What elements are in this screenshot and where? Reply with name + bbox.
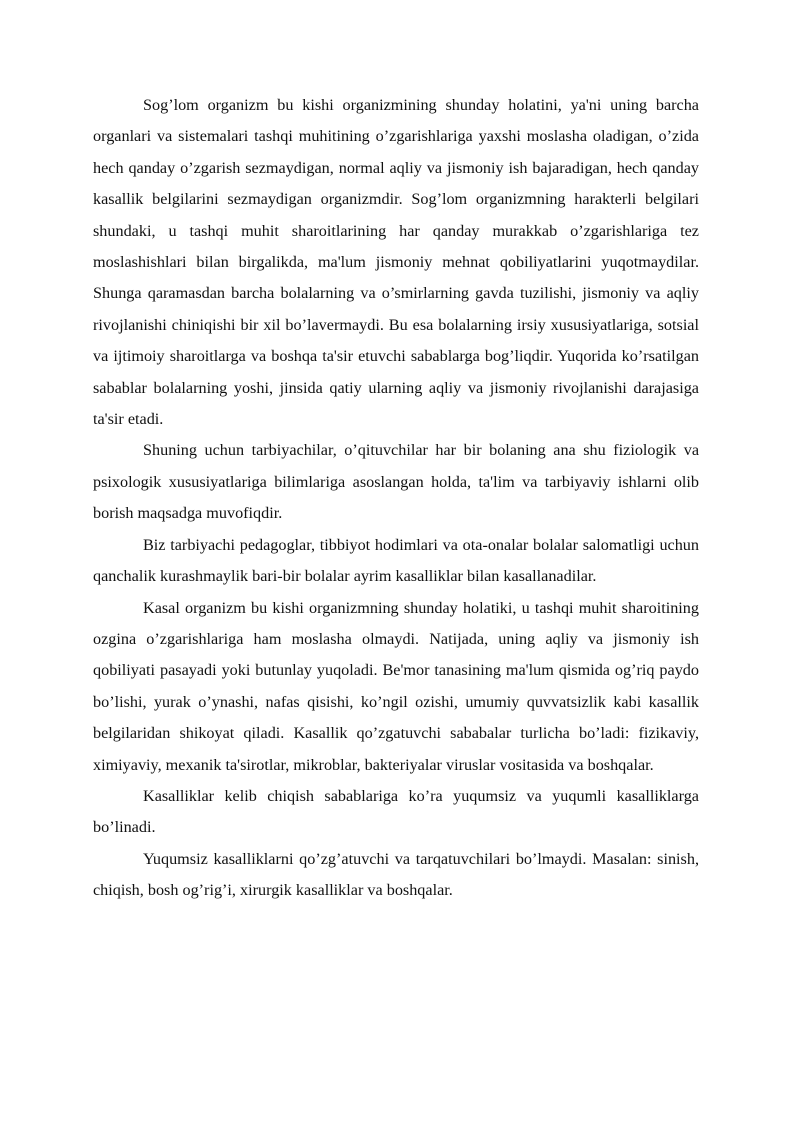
document-page	[93, 90, 699, 907]
paragraph-disease-types: Kasalliklar kelib chiqish sabablariga ko’ra yuqumsiz va yuqumli kasalliklarga bo’linadi.	[93, 786, 699, 837]
paragraph-non-infectious: Yuqumsiz kasalliklarni qo’zg’atuvchi va tarqatuvchilari bo’lmaydi. Masalan: sinish, chiqish, bosh og’rig’i, xirurgik kasalliklar va boshqalar.	[93, 849, 699, 900]
paragraph-healthy-organism: Sog’lom organizm bu kishi organizmining shunday holatini, ya'ni uning barcha organlari va sistemalari tashqi muhitining o’zgarishlariga yaxshi moslasha oladigan, o’zida hech qanday o’zgarish sezmaydigan, normal aqliy va jismoniy ish bajaradigan, hech qanday kasallik belgilarini sezmaydigan organizmdir. Sog’lom organizmning harakterli belgilari shundaki, u tashqi muhit sharoitlarining har qanday murakkab o’zgarishlariga tez moslashishlari bilan birgalikda, ma'lum jismoniy mehnat qobiliyatlarini yuqotmaydilar. Shunga qaramasdan barcha bolalarning va o’smirlarning gavda tuzilishi, jismoniy va aqliy rivojlanishi chiniqishi bir xil bo’lavermaydi. Bu esa bolalarning irsiy xususiyatlariga, sotsial va ijtimoiy sharoitlarga va boshqa ta'sir etuvchi sabablarga bog’liqdir. Yuqorida ko’rsatilgan sabablar bolalarning yoshi, jinsida qatiy ularning aqliy va jismoniy rivojlanishi darajasiga ta'sir etadi.	[93, 96, 699, 429]
paragraph-sick-organism: Kasal organizm bu kishi organizmning shunday holatiki, u tashqi muhit sharoitining ozgina o’zgarishlariga ham moslasha olmaydi. Natijada, uning aqliy va jismoniy ish qobiliyati pasayadi yoki butunlay yuqoladi. Be'mor tanasining ma'lum qismida og’riq paydo bo’lishi, yurak o’ynashi, nafas qisishi, ko’ngil ozishi, umumiy quvvatsizlik kabi kasallik belgilaridan shikoyat qiladi. Kasallik qo’zgatuvchi sababalar turlicha bo’ladi: fizikaviy, ximiyaviy, mexanik ta'sirotlar, mikroblar, bakteriyalar viruslar vositasida va boshqalar.	[93, 598, 699, 774]
paragraph-educators: Shuning uchun tarbiyachilar, o’qituvchilar har bir bolaning ana shu fiziologik va psixologik xususiyatlariga bilimlariga asoslangan holda, ta'lim va tarbiyaviy ishlarni olib borish maqsadga muvofiqdir.	[93, 441, 699, 523]
paragraph-child-health: Biz tarbiyachi pedagoglar, tibbiyot hodimlari va ota-onalar bolalar salomatligi uchun qanchalik kurashmaylik bari-bir bolalar ayrim kasalliklar bilan kasallanadilar.	[93, 535, 699, 586]
